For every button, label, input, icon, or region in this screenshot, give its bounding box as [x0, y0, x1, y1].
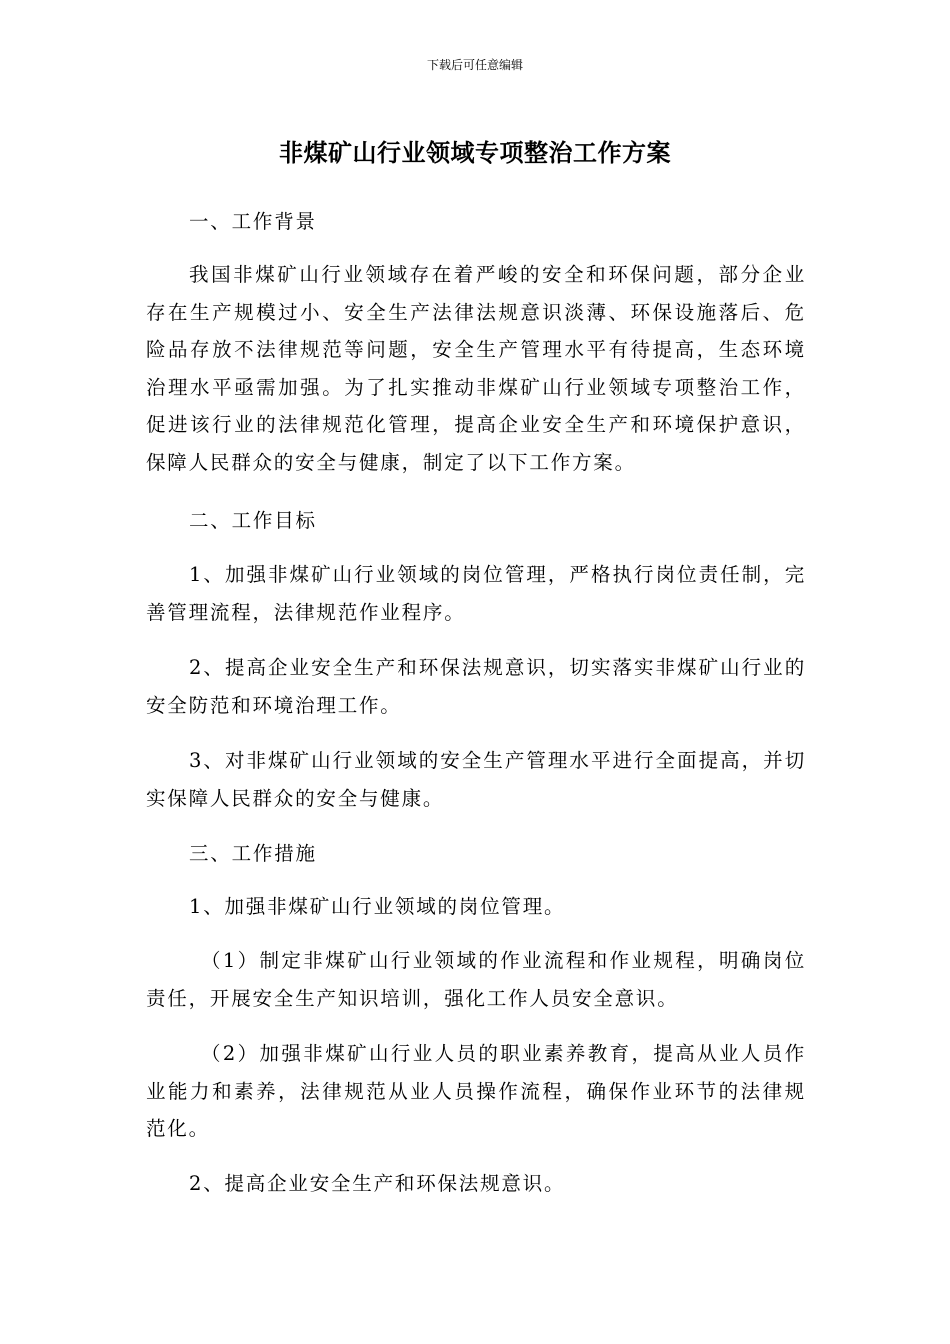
header-note: 下载后可任意编辑 [426, 58, 523, 72]
goal-item-1: 1、加强非煤矿山行业领域的岗位管理，严格执行岗位责任制，完善管理流程，法律规范作业程序。 [146, 563, 806, 624]
measure-item-1: 1、加强非煤矿山行业领域的岗位管理。 [189, 895, 566, 918]
measure-item-2: 2、提高企业安全生产和环保法规意识。 [189, 1172, 566, 1195]
section-heading-goals: 二、工作目标 [189, 509, 317, 532]
section-heading-background: 一、工作背景 [189, 210, 317, 233]
measure-item-1-sub-2: （2）加强非煤矿山行业人员的职业素养教育，提高从业人员作业能力和素养，法律规范从业人员操作流程，确保作业环节的法律规范化。 [146, 1042, 806, 1140]
paragraph-background: 我国非煤矿山行业领域存在着严峻的安全和环保问题，部分企业存在生产规模过小、安全生产法律法规意识淡薄、环保设施落后、危险品存放不法律规范等问题，安全生产管理水平有待提高，生态环境治理水平亟需加强。为了扎实推动非煤矿山行业领域专项整治工作，促进该行业的法律规范化管理，提高企业安全生产和环境保护意识，保障人民群众的安全与健康，制定了以下工作方案。 [146, 263, 806, 474]
goal-item-3: 3、对非煤矿山行业领域的安全生产管理水平进行全面提高，并切实保障人民群众的安全与健康。 [146, 749, 806, 810]
document-title: 非煤矿山行业领域专项整治工作方案 [279, 139, 671, 167]
measure-item-1-sub-1: （1）制定非煤矿山行业领域的作业流程和作业规程，明确岗位责任，开展安全生产知识培训，强化工作人员安全意识。 [146, 949, 806, 1010]
goal-item-2: 2、提高企业安全生产和环保法规意识，切实落实非煤矿山行业的安全防范和环境治理工作。 [146, 656, 806, 717]
section-heading-measures: 三、工作措施 [189, 842, 317, 865]
